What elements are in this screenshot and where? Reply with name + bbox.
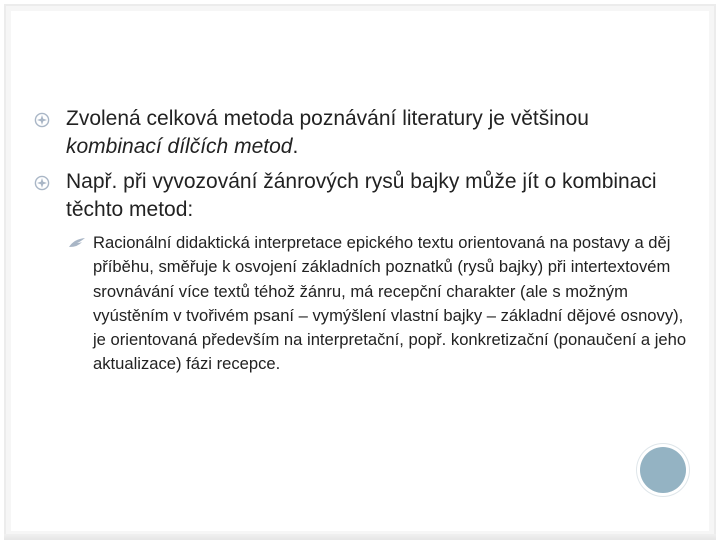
cross-star-icon bbox=[34, 112, 50, 128]
bullet-2-text: Např. při vyvozování žánrových rysů bajky může jít o kombinaci těchto metod: bbox=[66, 170, 657, 221]
bullet-1-italic: kombinací dílčích metod bbox=[66, 135, 293, 158]
cross-star-icon bbox=[34, 175, 50, 191]
bullet-1-plain: Zvolená celková metoda poznávání literatury je většinou bbox=[66, 107, 589, 130]
bullet-1-text bbox=[66, 105, 706, 161]
bullet-1-period: . bbox=[292, 135, 299, 158]
feather-icon bbox=[68, 237, 86, 249]
sub-bullet-1-text: Racionální didaktická interpretace epického textu orientovaná na postavy a děj příběhu, směřuje k osvojení základních poznatků (rysů bajky) při intertextovém srovnávání více textů téhož žánru, má recepční charakter (ale s možným vyústěním v tvořivém psaní – vymýšlení vlastní bajky – základní dějové osnovy), je orientovaná především na interpretační, popř. konkretizační (ponaučení a jeho aktualizace) fázi recepce. bbox=[93, 233, 687, 374]
decorative-circle bbox=[640, 447, 686, 493]
